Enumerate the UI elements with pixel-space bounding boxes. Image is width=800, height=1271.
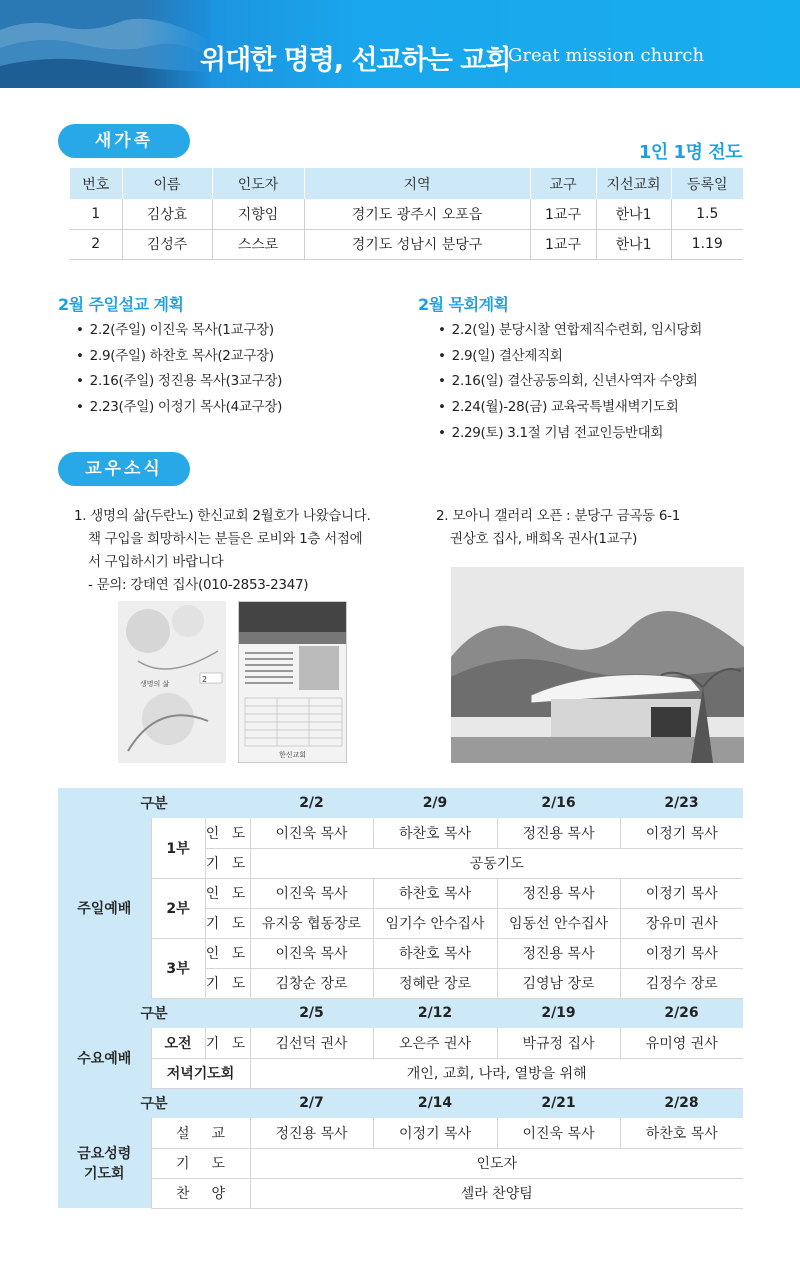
table-row [58,878,743,908]
table-cell: 셀라 찬양팀 [250,1178,743,1208]
table-row [70,229,743,259]
news-item-1 [74,505,371,597]
list-item: • 2.9(주일) 하찬호 목사(2교구장) [76,344,282,370]
table-cell: 장유미 권사 [620,908,743,938]
mountain-image [0,0,210,88]
group-label-line: 금요성령 [77,1146,132,1162]
date-header: 2/19 [497,998,620,1028]
table-cell: 이진욱 목사 [250,818,373,848]
col-header: 교구 [530,168,596,199]
service-label: 오전 [151,1028,205,1058]
page-title: 위대한 명령, 선교하는 교회 [200,45,511,76]
table-cell: 하찬호 목사 [373,878,497,908]
role-label: 기 도 [205,848,250,878]
sermon-plan-list [76,318,282,421]
role-label: 인 도 [205,818,250,848]
header-label: 구분 [58,1088,250,1118]
gallery-photo [451,567,744,763]
table-cell: 인도자 [250,1148,743,1178]
table-cell: 이정기 목사 [620,938,743,968]
magazine-title: 생명의 삶 [140,680,170,688]
table-cell: 스스로 [212,229,304,259]
table-cell: 박규정 집사 [497,1028,620,1058]
table-header-row [58,1088,743,1118]
table-cell: 2 [70,229,122,259]
news-line: 2. 모아니 갤러리 오픈 : 분당구 금곡동 6-1 [436,508,680,524]
col-header: 등록일 [671,168,743,199]
table-cell: 임동선 안수집사 [497,908,620,938]
table-cell: 한나1 [596,199,671,229]
table-cell: 이정기 목사 [620,818,743,848]
table-cell: 김창순 장로 [250,968,373,998]
table-cell: 이정기 목사 [620,878,743,908]
role-label: 설교 [151,1118,250,1148]
news-line: 권상호 집사, 배희옥 권사(1교구) [450,531,638,547]
table-cell: 하찬호 목사 [373,818,497,848]
table-cell: 정진용 목사 [497,878,620,908]
table-cell: 김선덕 권사 [250,1028,373,1058]
date-header: 2/26 [620,998,743,1028]
role-label: 인 도 [205,878,250,908]
table-header-row [58,788,743,818]
table-cell: 한나1 [596,229,671,259]
table-cell: 지향임 [212,199,304,229]
table-cell: 정진용 목사 [497,818,620,848]
table-cell: 1.5 [671,199,743,229]
table-row [58,818,743,848]
page-subtitle: Great mission church [508,45,705,66]
table-row [58,1028,743,1058]
new-family-label: 새가족 [58,124,190,158]
group-label: 수요예배 [58,1028,151,1088]
news-label: 교우소식 [58,452,190,486]
date-header: 2/5 [250,998,373,1028]
table-cell: 정진용 목사 [497,938,620,968]
group-label [58,1118,151,1208]
list-item: • 2.16(주일) 정진용 목사(3교구장) [76,369,282,395]
table-cell: 정혜란 장로 [373,968,497,998]
service-label: 저녁기도회 [151,1058,250,1088]
news-item-2 [436,505,680,551]
table-row [58,1148,743,1178]
table-cell: 정진용 목사 [250,1118,373,1148]
header-banner [0,0,800,88]
table-cell: 이진욱 목사 [250,938,373,968]
table-cell: 1 [70,199,122,229]
date-header: 2/2 [250,788,373,818]
list-item: • 2.9(일) 결산제직회 [438,344,702,370]
new-family-table [70,168,743,260]
list-item: • 2.2(일) 분당시찰 연합제직수련회, 임시당회 [438,318,702,344]
table-cell: 김상효 [122,199,212,229]
list-item: • 2.29(토) 3.1절 기념 전교인등반대회 [438,421,702,447]
table-cell: 유미영 권사 [620,1028,743,1058]
header-label: 구분 [58,788,250,818]
table-cell: 경기도 성남시 분당구 [304,229,530,259]
table-header-row [70,168,743,199]
date-header: 2/28 [620,1088,743,1118]
table-cell: 임기수 안수집사 [373,908,497,938]
table-cell: 1교구 [530,229,596,259]
table-cell: 이정기 목사 [373,1118,497,1148]
news-line: - 문의: 강태연 집사(010-2853-2347) [88,577,309,593]
table-row [58,1058,743,1088]
meeting-plan-list [438,318,702,447]
service-label: 1부 [151,818,205,878]
group-label: 주일예배 [58,818,151,998]
table-cell: 김영남 장로 [497,968,620,998]
list-item: • 2.23(주일) 이정기 목사(4교구장) [76,395,282,421]
table-cell: 1.19 [671,229,743,259]
table-row [70,199,743,229]
magazine-page-image [238,601,347,763]
date-header: 2/9 [373,788,497,818]
table-cell: 개인, 교회, 나라, 열방을 위해 [250,1058,743,1088]
magazine-cover-image [118,601,226,763]
role-label: 기 도 [205,968,250,998]
role-label: 기 도 [205,908,250,938]
table-cell: 오은주 권사 [373,1028,497,1058]
list-item: • 2.24(월)-28(금) 교육국특별새벽기도회 [438,395,702,421]
service-label: 3부 [151,938,205,998]
table-header-row [58,998,743,1028]
date-header: 2/23 [620,788,743,818]
news-line: 서 구입하시기 바랍니다 [88,554,224,570]
col-header: 지선교회 [596,168,671,199]
service-label: 2부 [151,878,205,938]
table-cell: 김성주 [122,229,212,259]
group-label-line: 기도회 [83,1166,125,1182]
col-header: 인도자 [212,168,304,199]
date-header: 2/12 [373,998,497,1028]
table-cell: 경기도 광주시 오포읍 [304,199,530,229]
table-cell: 이진욱 목사 [497,1118,620,1148]
magazine-church-name: 한신교회 [279,751,307,759]
worship-schedule-table [58,788,743,1209]
table-row [58,1178,743,1208]
table-cell: 이진욱 목사 [250,878,373,908]
role-label: 찬양 [151,1178,250,1208]
date-header: 2/16 [497,788,620,818]
date-header: 2/7 [250,1088,373,1118]
col-header: 지역 [304,168,530,199]
table-cell: 하찬호 목사 [620,1118,743,1148]
date-header: 2/21 [497,1088,620,1118]
magazine-month: 2 [202,675,208,684]
table-row [58,938,743,968]
table-cell: 1교구 [530,199,596,229]
list-item: • 2.2(주일) 이진욱 목사(1교구장) [76,318,282,344]
news-line: 책 구입을 희망하시는 분들은 로비와 1층 서점에 [88,531,363,547]
list-item: • 2.16(일) 결산공동의회, 신년사역자 수양회 [438,369,702,395]
col-header: 번호 [70,168,122,199]
table-cell: 김정수 장로 [620,968,743,998]
table-row [58,1118,743,1148]
role-label: 인 도 [205,938,250,968]
table-cell: 유지웅 협동장로 [250,908,373,938]
role-label: 기 도 [205,1028,250,1058]
evangelism-note: 1인 1명 전도 [638,142,742,163]
news-line: 1. 생명의 삶(두란노) 한신교회 2월호가 나왔습니다. [74,508,371,524]
sermon-plan-title: 2월 주일설교 계획 [58,295,184,314]
table-cell: 하찬호 목사 [373,938,497,968]
date-header: 2/14 [373,1088,497,1118]
header-label: 구분 [58,998,250,1028]
role-label: 기도 [151,1148,250,1178]
table-cell: 공동기도 [250,848,743,878]
meeting-plan-title: 2월 목회계획 [418,295,509,314]
col-header: 이름 [122,168,212,199]
